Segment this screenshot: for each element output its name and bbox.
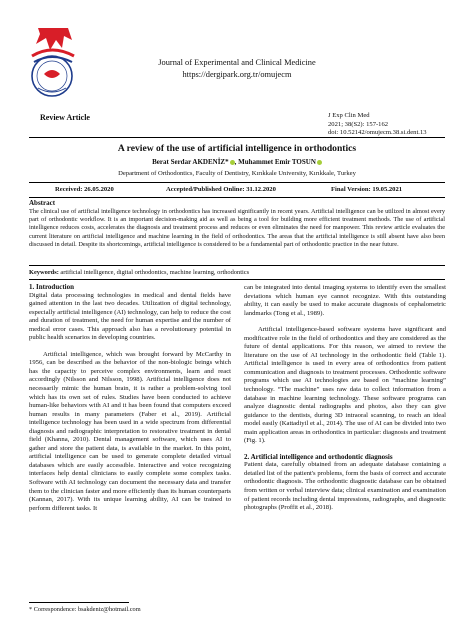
paragraph: Artificial intelligence-based software systems have significant and modificative role in the field of orthodontics and they are considered as the future of dental applications. For this reason, we aimed to review the literature on the use of AI technology in the orthodontic field (Table 1). Artificial intelligence is used in every area of orthodontics from patient communication and diagnosis to treatment processes. Orthodontic software programs which use AI technologies are based on “machine learning” technology. “The machine” uses raw data to collect information from a database in machine learning technology. These software programs can analyze diagnostic dental radiographs and photos, also they can give guidance to the dentists, during 3D intraoral scanning, to reach an ideal model easily (Kattadiyil et al., 2014). The use of AI can be divided into two main application areas in orthodontics in particular: diagnosis and treatment (Fig. 1). <box>244 326 446 445</box>
journal-url[interactable]: https://dergipark.org.tr/omujecm <box>182 70 292 79</box>
paragraph: Digital data processing technologies in medical and dental fields have gained attention in the last two decades. Utilization of digital technology, especially artificial intelligence (AI) technology, can help to reduce the cost and duration of treatment, the need for human expertise and the number of medical error cases. This approach also has a revolutionary potential in public health scenarios in developing countries. <box>29 291 231 342</box>
author-2: Muhammet Emir TOSUN <box>238 158 316 166</box>
keywords-label: Keywords: <box>29 269 59 276</box>
paragraph: Patient data, carefully obtained from an adequate database containing a detailed list of the patient's problems, form the basis of correct and accurate orthodontic diagnosis. The orthodontic diagnostic database can be obtained from written or verbal interview data; clinical examination and examination of patient records including dental impressions, radiographs, and diagnostic photographs (Proffit et al., 2018). <box>244 461 446 512</box>
author-1: Berat Serdar AKDENİZ* <box>152 158 229 166</box>
article-type: Review Article <box>40 113 90 122</box>
journal-name: Journal of Experimental and Clinical Medicine <box>158 58 316 67</box>
footnote-divider <box>29 602 129 603</box>
final-version-date: Final Version: 19.05.2021 <box>331 185 403 193</box>
left-column <box>29 283 231 513</box>
keywords-text: artificial intelligence, digital orthodontics, machine learning, orthodontics <box>58 269 250 276</box>
abstract-text: The clinical use of artificial intelligence technology in orthodontics has increased significantly in recent years. Artificial intelligence can be utilized in almost every part of orthodontic workflow. It is an important decision-making aid as well as being a tool for building more efficient treatment methods. The use of artificial intelligence reduces costs, accelerates the diagnosis and treatment process and reduces or even eliminates the need for manpower. This review article evaluates the current literature on artificial intelligence and machine learning in the field of orthodontics. The areas that the artificial intelligence is still absent have also been discussed in detail. Despite its shortcomings, artificial intelligence is considered to be a fundamental part of orthodontic practice in the near future. <box>29 208 445 248</box>
header-divider <box>29 137 445 138</box>
orcid-icon[interactable] <box>317 160 322 165</box>
accepted-date: Accepted/Published Online: 31.12.2020 <box>166 185 276 193</box>
abstract-heading: Abstract <box>29 199 56 207</box>
volume-pages: 2021; 38(S2): 157-162 <box>328 120 389 128</box>
right-column <box>244 284 446 513</box>
keywords-divider <box>29 279 445 280</box>
author-separator: , <box>234 158 237 166</box>
keywords <box>29 269 445 276</box>
paragraph: Artificial intelligence, which was brought forward by McCarthy in 1956, can be described as the behavior of the non-biologic beings which has the capacity to perceive complex environments, learn and react accordingly (Nilsson and Nilsson, 1998). Artificial intelligence does not necessarily mimic the human brain, it is rather a problem-solving tool which has its own set of rules. Studies have been conducted to achieve human-like behaviors with AI and it has been found that computers exceed human results in many parameters (Faber et al., 2019). Artificial intelligence technology has been used in a wide spectrum from differential diagnosis and radiographic interpretation to restorative treatment in dental field (Khanna, 2010). Dental management software, which uses AI to gather and store the patient data, is available in the market. In this point, artificial intelligence can be used to generate complete detailed virtual databases which are easily accessible. Interactive and voice recognizing interfaces help dental clinicians to easily complete some complex tasks. Software with AI technology can document the necessary data and transfer them to the clinician faster and more efficiently than its human counterparts (Kannan, 2017). With its unique learning ability, AI can be trained to perform different tasks. It <box>29 350 231 512</box>
paragraph: can be integrated into dental imaging systems to identify even the smallest deviations which human eye cannot recognize. With this outstanding ability, it can easily be used to make accurate diagnosis of cephalometric landmarks (Tong et al., 1989). <box>244 284 446 317</box>
section-heading: 1. Introduction <box>29 283 74 291</box>
citation-meta <box>328 112 427 138</box>
doi-link[interactable]: doi: 10.52142/omujecm.38.si.dent.13 <box>328 129 427 137</box>
correspondence-footnote: * Correspondence: bsakdeniz@hotmail.com <box>29 606 141 613</box>
section-heading: 2. Artificial intelligence and orthodontic diagnosis <box>244 452 393 461</box>
abstract-divider <box>29 265 445 266</box>
paper-title: A review of the use of artificial intelligence in orthodontics <box>117 143 357 154</box>
dates-bar <box>29 182 445 198</box>
journal-abbreviation: J Exp Clin Med <box>328 112 370 119</box>
author-line <box>0 158 474 166</box>
received-date: Received: 26.05.2020 <box>55 185 114 193</box>
affiliation: Department of Orthodontics, Faculty of Dentistry, Kırıkkale University, Kırıkkale, Turkey <box>118 170 356 177</box>
